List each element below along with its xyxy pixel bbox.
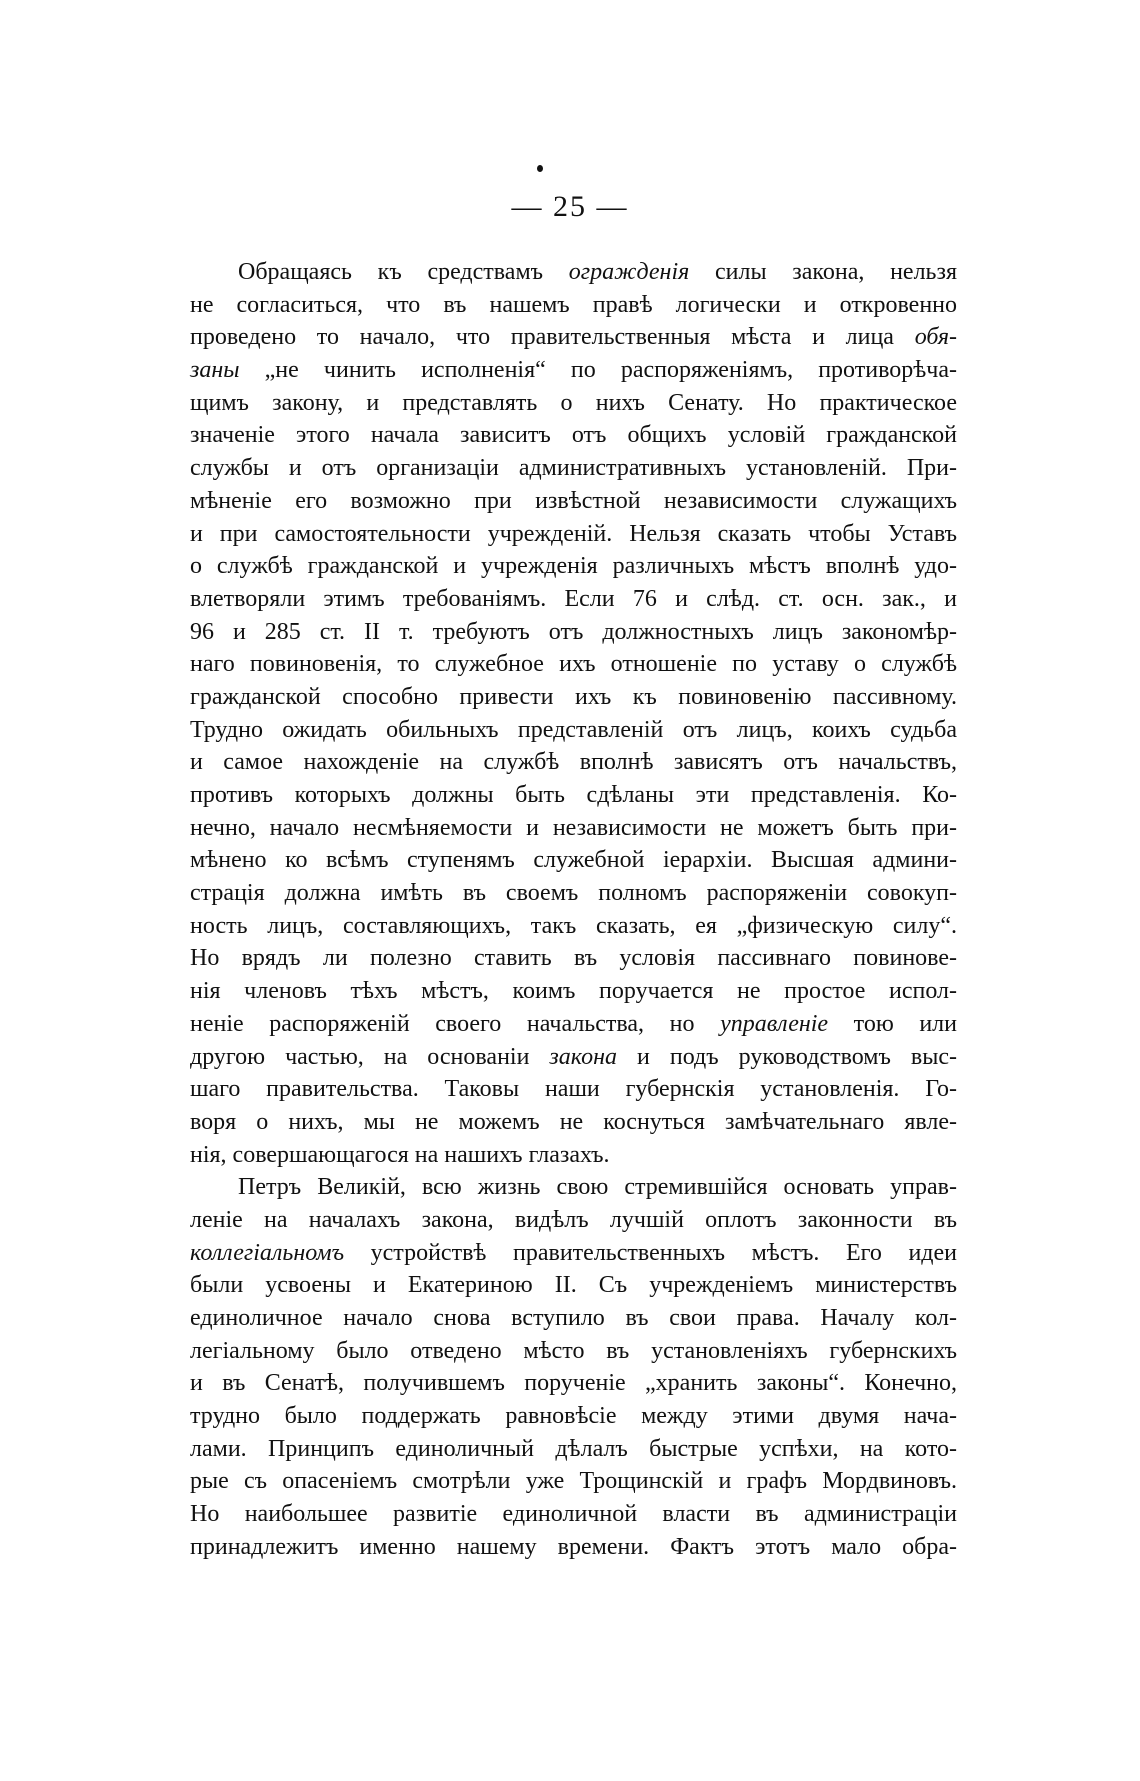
text-line: Трудно ожидать обильныхъ представленій отъ лицъ, коихъ судьба (190, 716, 957, 743)
text-line: не согласиться, что въ нашемъ правѣ логически и откровенно (190, 291, 957, 318)
paragraph-1 (190, 256, 957, 1171)
text-line: значеніе этого начала зависитъ отъ общихъ условій гражданской (190, 422, 957, 449)
italic-term: заны (190, 357, 240, 384)
text-line: Но врядъ ли полезно ставить въ условія пассивнаго повинове- (190, 945, 957, 972)
page-number: — 25 — (511, 190, 629, 223)
text-line: страція должна имѣть въ своемъ полномъ распоряженіи совокуп- (190, 880, 957, 907)
text-line: мѣнено ко всѣмъ ступенямъ служебной іерархіи. Высшая админи- (190, 847, 957, 874)
text-line: щимъ закону, и представлять о нихъ Сенату. Но практическое (190, 389, 957, 416)
text-line: шаго правительства. Таковы наши губернскія установленія. Го- (190, 1076, 957, 1103)
text-line: 96 и 285 ст. II т. требуютъ отъ должностныхъ лицъ закономѣр- (190, 618, 957, 645)
body-text (190, 256, 957, 1564)
text-line: единоличное начало снова вступило въ свои права. Началу кол- (190, 1305, 957, 1331)
text-line: нечно, начало несмѣняемости и независимости не можетъ быть при- (190, 814, 957, 841)
italic-term: коллегіальномъ (190, 1239, 345, 1266)
text-line: коллегіальномъ устройствѣ правительственныхъ мѣстъ. Его идеи (190, 1239, 957, 1266)
text-line: Обращаясь къ средствамъ огражденія силы закона, нельзя (238, 259, 958, 285)
text-line: наго повиновенія, то служебное ихъ отношеніе по уставу о службѣ (190, 651, 957, 678)
text-line: нія членовъ тѣхъ мѣстъ, коимъ поручается не простое испол- (190, 978, 957, 1005)
text-line: другою частью, на основаніи закона и подъ руководствомъ выс- (190, 1043, 957, 1070)
text-line: были усвоены и Екатериною II. Съ учрежденіемъ министерствъ (190, 1272, 957, 1299)
italic-term: огражденія (568, 259, 690, 285)
text-line: гражданской способно привести ихъ къ повиновенію пассивному. (190, 683, 957, 710)
text-line: ность лицъ, составляющихъ, такъ сказать, ея „физическую силу“. (190, 912, 957, 939)
text-line: легіальному было отведено мѣсто въ установленіяхъ губернскихъ (190, 1337, 957, 1364)
text-line: леніе на началахъ закона, видѣлъ лучшій оплотъ законности въ (190, 1206, 957, 1233)
text-line: проведено то начало, что правительственныя мѣста и лица обя- (190, 324, 957, 351)
text-line: нія, совершающагося на нашихъ глазахъ. (190, 1141, 610, 1168)
text-line: и самое нахожденіе на службѣ вполнѣ зависятъ отъ начальствъ, (190, 749, 957, 776)
text-line: трудно было поддержать равновѣсіе между этими двумя нача- (190, 1403, 957, 1430)
text-line: о службѣ гражданской и учрежденія различныхъ мѣстъ вполнѣ удо- (190, 553, 957, 580)
text-line: влетворяли этимъ требованіямъ. Если 76 и слѣд. ст. осн. зак., и (190, 585, 957, 612)
paragraph-2 (190, 1171, 957, 1563)
text-line: заны „не чинить исполненія“ по распоряженіямъ, противорѣча- (190, 357, 957, 384)
text-line: Но наибольшее развитіе единоличной власти въ администраціи (190, 1501, 957, 1528)
text-line: рые съ опасеніемъ смотрѣли уже Трощинскій и графъ Мордвиновъ. (190, 1468, 957, 1495)
text-line: службы и отъ организаціи административныхъ установленій. При- (190, 455, 957, 482)
italic-term: управленіе (720, 1010, 829, 1037)
text-line: неніе распоряженій своего начальства, но управленіе тою или (190, 1010, 957, 1037)
text-line: принадлежитъ именно нашему времени. Фактъ этотъ мало обра- (190, 1533, 957, 1560)
text-line: Петръ Великій, всю жизнь свою стремившійся основать управ- (238, 1174, 957, 1201)
italic-term: обя- (914, 324, 957, 351)
text-line: и въ Сенатѣ, получившемъ порученіе „хранить законы“. Конечно, (190, 1370, 957, 1397)
text-line: противъ которыхъ должны быть сдѣланы эти представленія. Ко- (190, 782, 957, 808)
text-line: воря о нихъ, мы не можемъ не коснуться замѣчательнаго явле- (190, 1108, 957, 1135)
text-line: мѣненіе его возможно при извѣстной независимости служащихъ (190, 487, 957, 514)
text-line: и при самостоятельности учрежденій. Нельзя сказать чтобы Уставъ (190, 520, 957, 547)
italic-term: закона (549, 1043, 618, 1070)
text-line: лами. Принципъ единоличный дѣлалъ быстрые успѣхи, на кото- (190, 1435, 957, 1462)
stray-dot-mark (537, 165, 543, 172)
